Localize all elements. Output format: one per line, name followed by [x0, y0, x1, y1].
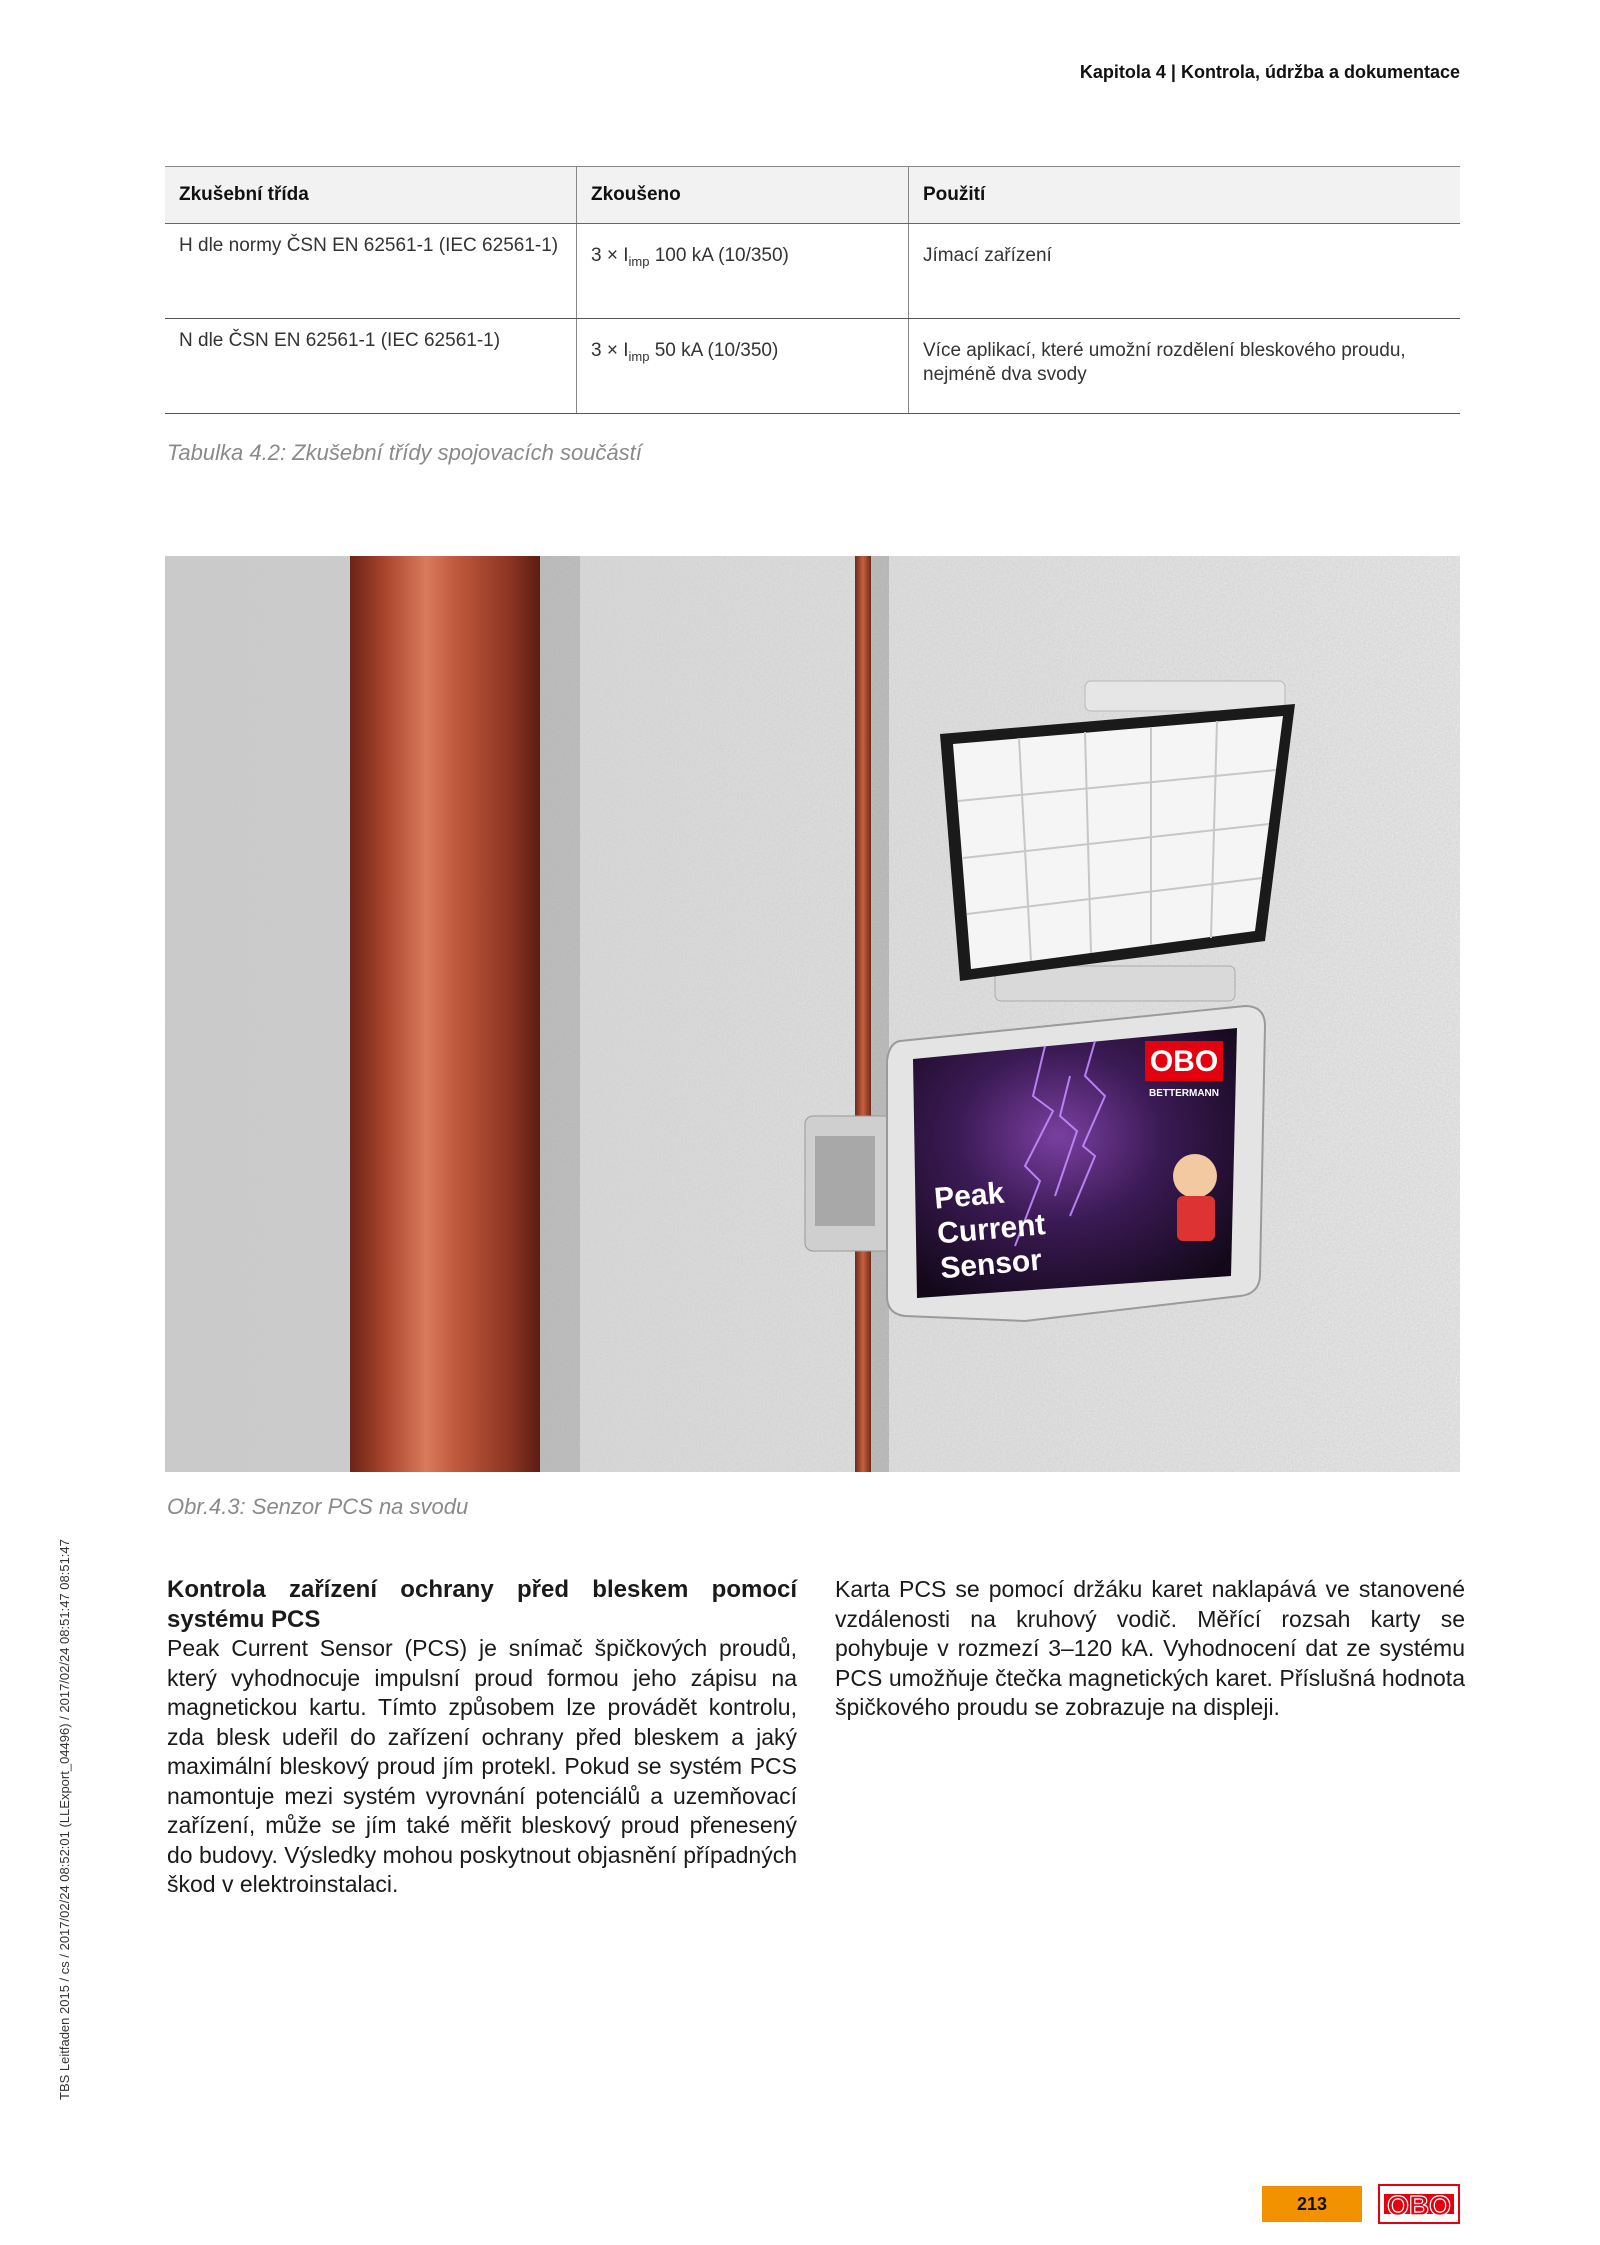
left-paragraph: Peak Current Sensor (PCS) je snímač špičkových proudů, který vyhodnocuje impulsní proud formou jeho zápisu na magnetickou kartu. Tímto způsobem lze provádět kontrolu, zda blesk udeřil do zařízení ochrany před bleskem a jaký maximální bleskový proud jím protekl. Pokud se systém PCS namontuje mezi systém vyrovnání potenciálů a uzemňovací zařízení, může se jím také měřit bleskový proud přenesený do budovy. Výsledky mohou poskytnout objasnění případných škod v elektroinstalaci. — [167, 1635, 797, 1897]
figure-caption: Obr.4.3: Senzor PCS na svodu — [167, 1494, 469, 1519]
left-column — [167, 1575, 797, 1900]
pcs-sensor-photo — [165, 556, 1460, 1472]
section-heading: Kontrola zařízení ochrany před bleskem pomocí systému PCS — [167, 1576, 797, 1633]
sensor-label-line2: Current — [935, 1208, 1047, 1251]
current-subscript: imp — [628, 348, 650, 364]
obo-logo — [1378, 2184, 1460, 2224]
sensor-label-line1: Peak — [932, 1176, 1006, 1216]
chapter-header: Kapitola 4 | Kontrola, údržba a dokumentace — [1079, 62, 1460, 82]
test-class-table — [165, 166, 1460, 414]
current-prefix: 3 × I — [591, 245, 629, 266]
current-value: 50 kA (10/350) — [649, 340, 779, 361]
cell-zkouseno — [577, 319, 909, 414]
sensor-label-line3: Sensor — [938, 1243, 1044, 1286]
sensor-brand-text: OBO — [1149, 1045, 1219, 1078]
solar-panel — [940, 704, 1295, 981]
cell-trida: H dle normy ČSN EN 62561-1 (IEC 62561-1) — [165, 224, 577, 319]
page-number: 213 — [1262, 2186, 1362, 2222]
downpipe — [350, 556, 540, 1472]
column-header-zkouseno: Zkoušeno — [577, 167, 909, 224]
sensor-sub-text: BETTERMANN — [1149, 1088, 1219, 1099]
table-row — [165, 319, 1460, 414]
column-header-trida: Zkušební třída — [165, 167, 577, 224]
cell-pouziti: Více aplikací, které umožní rozdělení bleskového proudu, nejméně dva svody — [909, 319, 1461, 414]
column-header-pouziti: Použití — [909, 167, 1461, 224]
table-caption: Tabulka 4.2: Zkušební třídy spojovacích součástí — [167, 440, 642, 465]
current-prefix: 3 × I — [591, 340, 629, 361]
right-paragraph: Karta PCS se pomocí držáku karet naklapává ve stanovené vzdálenosti na kruhový vodič. Měřící rozsah karty se pohybuje v rozmezí 3–120 kA. Vyhodnocení dat ze systému PCS umožňuje čtečka magnetických karet. Příslušná hodnota špičkového proudu se zobrazuje na displeji. — [835, 1576, 1465, 1720]
pcs-sensor-device — [887, 1006, 1265, 1321]
table-header-row — [165, 167, 1460, 224]
cell-zkouseno — [577, 224, 909, 319]
logo-text: OBO — [1387, 2190, 1451, 2221]
cell-trida: N dle ČSN EN 62561-1 (IEC 62561-1) — [165, 319, 577, 414]
current-subscript: imp — [628, 253, 650, 269]
cell-pouziti: Jímací zařízení — [909, 224, 1461, 319]
round-conductor — [855, 556, 871, 1472]
right-column — [835, 1575, 1465, 1723]
table-row — [165, 224, 1460, 319]
current-value: 100 kA (10/350) — [649, 245, 789, 266]
side-note: TBS Leitfaden 2015 / cs / 2017/02/24 08:52:01 (LLExport_04496) / 2017/02/24 08:51:47 08:51:47 — [57, 1539, 72, 2100]
